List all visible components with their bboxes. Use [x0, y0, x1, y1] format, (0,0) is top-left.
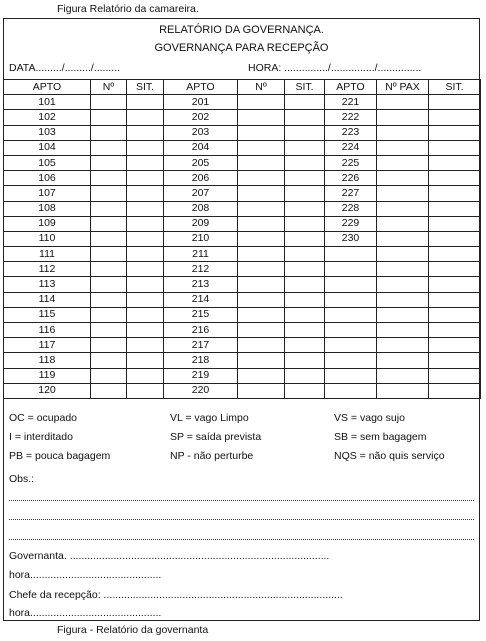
table-row [4, 125, 481, 140]
room-number-cell: 225 [325, 155, 377, 170]
number-cell[interactable] [238, 353, 285, 368]
table-row [4, 155, 481, 170]
room-number-cell [325, 368, 377, 383]
number-cell[interactable] [377, 95, 429, 110]
situation-cell[interactable] [285, 110, 325, 125]
room-number-cell: 204 [164, 140, 238, 155]
number-cell[interactable] [377, 262, 429, 277]
situation-cell[interactable] [285, 383, 325, 398]
situation-cell[interactable] [285, 307, 325, 322]
room-number-cell [325, 247, 377, 262]
number-cell[interactable] [91, 110, 127, 125]
number-cell[interactable] [91, 323, 127, 338]
situation-cell[interactable] [285, 292, 325, 307]
room-number-cell: 109 [4, 216, 91, 231]
situation-cell[interactable] [127, 140, 164, 155]
number-cell[interactable] [238, 277, 285, 292]
room-number-cell: 224 [325, 140, 377, 155]
legend-item: NP - não perturbe [170, 450, 254, 462]
room-number-cell: 112 [4, 262, 91, 277]
number-cell[interactable] [91, 125, 127, 140]
number-cell[interactable] [91, 95, 127, 110]
room-number-cell [325, 262, 377, 277]
situation-cell[interactable] [285, 171, 325, 186]
figure-caption-bottom: Figura - Relatório da governanta [57, 624, 209, 636]
situation-cell[interactable] [127, 247, 164, 262]
table-row [4, 307, 481, 322]
legend-item: OC = ocupado [9, 412, 78, 424]
situation-cell[interactable] [429, 186, 481, 201]
number-cell[interactable] [238, 155, 285, 170]
table-row [4, 353, 481, 368]
situation-cell[interactable] [285, 201, 325, 216]
room-number-cell: 206 [164, 171, 238, 186]
obs-line-3 [9, 539, 474, 540]
column-header: Nº [91, 80, 127, 95]
table-row [4, 171, 481, 186]
situation-cell[interactable] [127, 95, 164, 110]
number-cell[interactable] [238, 292, 285, 307]
situation-cell[interactable] [285, 262, 325, 277]
hour-field: HORA: .............../.............../............... [248, 62, 422, 74]
table-row [4, 247, 481, 262]
number-cell[interactable] [238, 383, 285, 398]
column-header: SIT. [285, 80, 325, 95]
obs-label: Obs.: [9, 473, 35, 485]
room-number-cell: 119 [4, 368, 91, 383]
room-number-cell: 230 [325, 231, 377, 246]
room-number-cell: 210 [164, 231, 238, 246]
room-number-cell: 218 [164, 353, 238, 368]
room-number-cell: 226 [325, 171, 377, 186]
number-cell[interactable] [91, 368, 127, 383]
number-cell[interactable] [238, 125, 285, 140]
situation-cell[interactable] [285, 368, 325, 383]
situation-cell[interactable] [285, 323, 325, 338]
room-number-cell: 115 [4, 307, 91, 322]
number-cell[interactable] [377, 247, 429, 262]
room-number-cell [325, 323, 377, 338]
number-cell[interactable] [91, 262, 127, 277]
room-number-cell: 211 [164, 247, 238, 262]
room-number-cell: 228 [325, 201, 377, 216]
number-cell[interactable] [91, 247, 127, 262]
situation-cell[interactable] [127, 155, 164, 170]
situation-cell[interactable] [429, 155, 481, 170]
number-cell[interactable] [238, 140, 285, 155]
obs-line-1 [9, 500, 474, 501]
room-number-cell: 208 [164, 201, 238, 216]
number-cell[interactable] [91, 307, 127, 322]
number-cell[interactable] [377, 201, 429, 216]
figure-caption-top: Figura Relatório da camareira. [57, 3, 199, 15]
column-header: Nº PAX [377, 80, 429, 95]
room-number-cell: 105 [4, 155, 91, 170]
table-row [4, 186, 481, 201]
governanta-signature: Governanta. ......................................................................................... [9, 550, 330, 562]
number-cell[interactable] [377, 186, 429, 201]
room-number-cell: 213 [164, 277, 238, 292]
room-number-cell: 227 [325, 186, 377, 201]
situation-cell[interactable] [429, 231, 481, 246]
situation-cell[interactable] [429, 338, 481, 353]
room-number-cell: 221 [325, 95, 377, 110]
situation-cell[interactable] [285, 155, 325, 170]
situation-cell[interactable] [127, 292, 164, 307]
number-cell[interactable] [377, 353, 429, 368]
situation-cell[interactable] [429, 125, 481, 140]
legend-item: PB = pouca bagagem [9, 450, 111, 462]
legend-item: VL = vago Limpo [170, 412, 249, 424]
number-cell[interactable] [91, 277, 127, 292]
situation-cell[interactable] [429, 247, 481, 262]
situation-cell[interactable] [429, 262, 481, 277]
date-field: DATA........./........./......... [9, 62, 121, 74]
situation-cell[interactable] [127, 368, 164, 383]
number-cell[interactable] [377, 292, 429, 307]
room-number-cell: 102 [4, 110, 91, 125]
situation-cell[interactable] [429, 201, 481, 216]
situation-cell[interactable] [285, 186, 325, 201]
room-number-cell: 219 [164, 368, 238, 383]
room-number-cell: 216 [164, 323, 238, 338]
hora-line-1: hora............................................. [9, 569, 162, 581]
room-number-cell [325, 277, 377, 292]
situation-cell[interactable] [127, 338, 164, 353]
situation-cell[interactable] [429, 95, 481, 110]
table-row [4, 95, 481, 110]
column-header: APTO [4, 80, 91, 95]
number-cell[interactable] [238, 262, 285, 277]
number-cell[interactable] [238, 231, 285, 246]
room-number-cell: 215 [164, 307, 238, 322]
situation-cell[interactable] [285, 247, 325, 262]
room-number-cell: 203 [164, 125, 238, 140]
room-number-cell: 229 [325, 216, 377, 231]
number-cell[interactable] [377, 338, 429, 353]
room-number-cell: 120 [4, 383, 91, 398]
room-number-cell [325, 338, 377, 353]
number-cell[interactable] [238, 171, 285, 186]
situation-cell[interactable] [429, 307, 481, 322]
situation-cell[interactable] [429, 383, 481, 398]
situation-cell[interactable] [285, 338, 325, 353]
room-number-cell: 223 [325, 125, 377, 140]
situation-cell[interactable] [285, 95, 325, 110]
table-row [4, 110, 481, 125]
room-number-cell: 118 [4, 353, 91, 368]
number-cell[interactable] [91, 383, 127, 398]
number-cell[interactable] [91, 231, 127, 246]
legend-item: I = interditado [9, 431, 73, 443]
number-cell[interactable] [91, 353, 127, 368]
number-cell[interactable] [377, 307, 429, 322]
room-number-cell: 106 [4, 171, 91, 186]
room-number-cell [325, 353, 377, 368]
number-cell[interactable] [377, 368, 429, 383]
report-title: RELATÓRIO DA GOVERNANÇA. [159, 24, 324, 36]
situation-cell[interactable] [127, 201, 164, 216]
governance-report-form [3, 18, 480, 621]
situation-cell[interactable] [285, 231, 325, 246]
room-number-cell: 113 [4, 277, 91, 292]
number-cell[interactable] [377, 383, 429, 398]
number-cell[interactable] [91, 216, 127, 231]
column-header: Nº [238, 80, 285, 95]
situation-cell[interactable] [429, 140, 481, 155]
room-number-cell: 110 [4, 231, 91, 246]
room-number-cell: 104 [4, 140, 91, 155]
situation-cell[interactable] [127, 277, 164, 292]
table-row [4, 323, 481, 338]
situation-cell[interactable] [127, 323, 164, 338]
situation-cell[interactable] [429, 323, 481, 338]
situation-cell[interactable] [429, 171, 481, 186]
column-header: SIT. [127, 80, 164, 95]
number-cell[interactable] [91, 186, 127, 201]
situation-cell[interactable] [127, 307, 164, 322]
situation-cell[interactable] [285, 277, 325, 292]
number-cell[interactable] [91, 292, 127, 307]
number-cell[interactable] [238, 338, 285, 353]
table-row [4, 231, 481, 246]
number-cell[interactable] [238, 323, 285, 338]
number-cell[interactable] [238, 247, 285, 262]
number-cell[interactable] [238, 110, 285, 125]
room-number-cell: 214 [164, 292, 238, 307]
room-number-cell: 108 [4, 201, 91, 216]
table-row [4, 201, 481, 216]
situation-cell[interactable] [127, 353, 164, 368]
number-cell[interactable] [238, 307, 285, 322]
situation-cell[interactable] [429, 110, 481, 125]
table-body [4, 95, 481, 399]
number-cell[interactable] [377, 323, 429, 338]
legend-item: SB = sem bagagem [334, 431, 427, 443]
chefe-recepcao-signature: Chefe da recepção: .................................................................................. [9, 589, 343, 601]
number-cell[interactable] [91, 171, 127, 186]
situation-cell[interactable] [127, 110, 164, 125]
column-header: APTO [164, 80, 238, 95]
room-number-cell: 107 [4, 186, 91, 201]
number-cell[interactable] [377, 231, 429, 246]
obs-line-2 [9, 519, 474, 520]
column-header: APTO [325, 80, 377, 95]
situation-cell[interactable] [127, 262, 164, 277]
number-cell[interactable] [377, 277, 429, 292]
number-cell[interactable] [91, 201, 127, 216]
room-number-cell [325, 292, 377, 307]
table-row [4, 277, 481, 292]
room-number-cell [325, 307, 377, 322]
legend-item: VS = vago sujo [334, 412, 405, 424]
situation-cell[interactable] [285, 216, 325, 231]
situation-cell[interactable] [429, 353, 481, 368]
situation-cell[interactable] [127, 171, 164, 186]
room-number-cell: 205 [164, 155, 238, 170]
number-cell[interactable] [238, 201, 285, 216]
room-number-cell [325, 383, 377, 398]
room-number-cell: 217 [164, 338, 238, 353]
situation-cell[interactable] [285, 353, 325, 368]
table-row [4, 338, 481, 353]
rooms-table [3, 79, 481, 399]
hora-line-2: hora............................................. [9, 607, 162, 619]
situation-cell[interactable] [127, 383, 164, 398]
situation-cell[interactable] [127, 125, 164, 140]
number-cell[interactable] [238, 186, 285, 201]
situation-cell[interactable] [285, 140, 325, 155]
room-number-cell: 201 [164, 95, 238, 110]
legend-item: SP = saída prevista [170, 431, 262, 443]
room-number-cell: 220 [164, 383, 238, 398]
table-row [4, 216, 481, 231]
room-number-cell: 207 [164, 186, 238, 201]
situation-cell[interactable] [429, 292, 481, 307]
table-header-row [4, 80, 481, 95]
situation-cell[interactable] [285, 125, 325, 140]
number-cell[interactable] [377, 110, 429, 125]
number-cell[interactable] [91, 338, 127, 353]
situation-cell[interactable] [127, 216, 164, 231]
room-number-cell: 209 [164, 216, 238, 231]
table-row [4, 140, 481, 155]
room-number-cell: 101 [4, 95, 91, 110]
room-number-cell: 222 [325, 110, 377, 125]
column-header: SIT. [429, 80, 481, 95]
number-cell[interactable] [377, 125, 429, 140]
room-number-cell: 117 [4, 338, 91, 353]
room-number-cell: 111 [4, 247, 91, 262]
number-cell[interactable] [238, 368, 285, 383]
situation-cell[interactable] [429, 216, 481, 231]
table-row [4, 262, 481, 277]
situation-cell[interactable] [429, 277, 481, 292]
number-cell[interactable] [91, 140, 127, 155]
room-number-cell: 116 [4, 323, 91, 338]
number-cell[interactable] [377, 171, 429, 186]
situation-cell[interactable] [127, 231, 164, 246]
room-number-cell: 202 [164, 110, 238, 125]
table-row [4, 292, 481, 307]
room-number-cell: 114 [4, 292, 91, 307]
legend-item: NQS = não quis serviço [334, 450, 445, 462]
number-cell[interactable] [377, 140, 429, 155]
situation-cell[interactable] [429, 368, 481, 383]
table-row [4, 383, 481, 398]
situation-cell[interactable] [127, 186, 164, 201]
number-cell[interactable] [91, 155, 127, 170]
number-cell[interactable] [238, 95, 285, 110]
number-cell[interactable] [377, 155, 429, 170]
number-cell[interactable] [377, 216, 429, 231]
number-cell[interactable] [238, 216, 285, 231]
report-subtitle: GOVERNANÇA PARA RECEPÇÃO [154, 42, 329, 54]
room-number-cell: 212 [164, 262, 238, 277]
table-row [4, 368, 481, 383]
room-number-cell: 103 [4, 125, 91, 140]
